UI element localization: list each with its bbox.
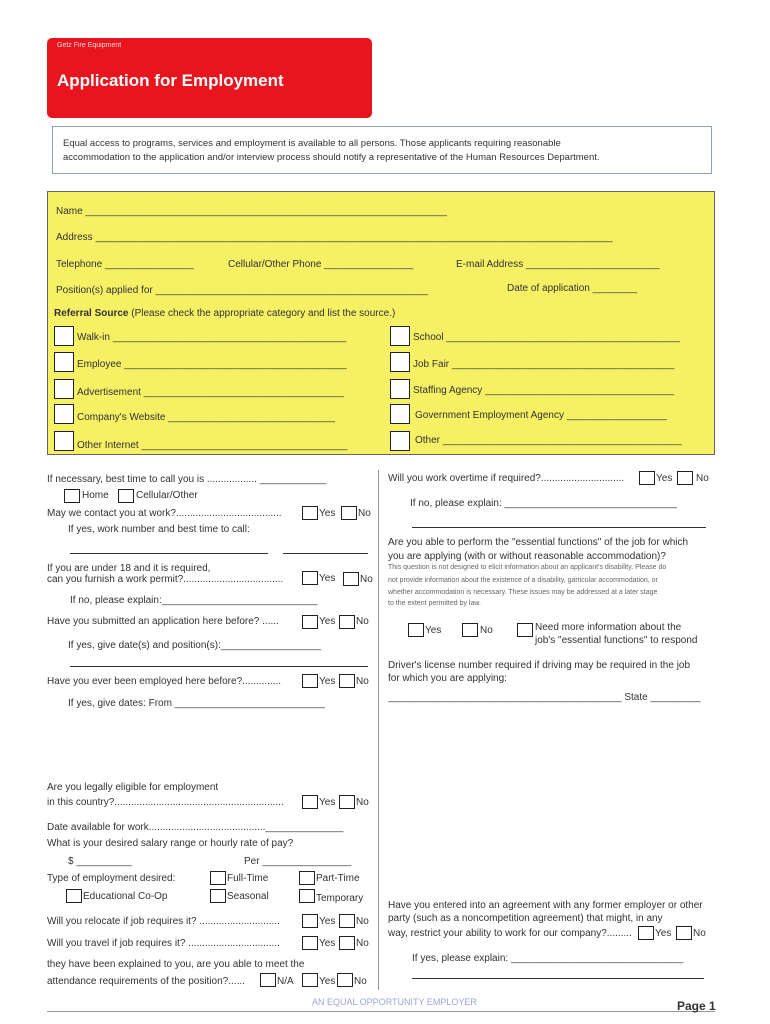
overtime-no-checkbox[interactable]: [677, 471, 693, 485]
attendance-yes-checkbox[interactable]: [302, 973, 318, 987]
work-number-line[interactable]: [70, 553, 268, 554]
license-question-line-1: Driver's license number required if driving may be required in the job: [388, 660, 691, 671]
submitted-before-question: Have you submitted an application here before? ......: [47, 616, 279, 627]
referral-instruction: (Please check the appropriate category and list the source.): [131, 308, 396, 319]
agreement-explain-line[interactable]: [412, 978, 704, 979]
applicant-info-section: [47, 191, 715, 455]
eligible-question-line-1: Are you legally eligible for employment: [47, 782, 219, 793]
work-permit-no-label: No: [360, 574, 373, 585]
essential-no-label: No: [480, 625, 493, 636]
work-permit-yes-label: Yes: [319, 573, 336, 584]
address-field[interactable]: Address _____________________________________________________________________________________________: [56, 232, 613, 243]
submitted-no-label: No: [356, 616, 369, 627]
referral-heading: Referral Source: [54, 308, 129, 319]
attendance-question-line-2: attendance requirements of the position?......: [47, 976, 245, 987]
date-of-application-field[interactable]: Date of application ________: [507, 283, 638, 294]
work-permit-no-checkbox[interactable]: [343, 572, 359, 586]
relocate-question: Will you relocate if job requires it? .............................: [47, 916, 280, 927]
eligible-question-line-2: in this country?.............................................................: [47, 797, 284, 808]
overtime-explain[interactable]: If no, please explain: _______________________________: [410, 498, 677, 509]
under-18-question-line-1: If you are under 18 and it is required,: [47, 563, 211, 574]
position-field[interactable]: Position(s) applied for _________________________________________________: [56, 285, 429, 296]
other-internet-checkbox[interactable]: [54, 431, 74, 451]
notice-line-2: accommodation to the application and/or interview process should notify a representative of the Human Resources Department.: [63, 152, 600, 163]
contact-work-no-checkbox[interactable]: [341, 506, 357, 520]
travel-yes-label: Yes: [319, 938, 336, 949]
submitted-no-checkbox[interactable]: [339, 615, 355, 629]
equal-opportunity-footer: AN EQUAL OPPORTUNITY EMPLOYER: [312, 997, 477, 1007]
disclaimer-line-1: This question is not designed to elicit information about an applicant's disability. Please do: [388, 564, 667, 571]
temporary-checkbox[interactable]: [299, 889, 315, 903]
employed-yes-label: Yes: [319, 676, 336, 687]
disclaimer-line-4: to the extent permitted by law.: [388, 600, 481, 607]
essential-functions-line-1: Are you able to perform the "essential functions" of the job for which: [388, 537, 689, 548]
salary-amount-field[interactable]: $ __________: [68, 856, 132, 867]
employed-no-label: No: [356, 676, 369, 687]
work-permit-yes-checkbox[interactable]: [302, 571, 318, 585]
license-number-field[interactable]: __________________________________________ State _________: [388, 692, 701, 703]
essential-more-info-checkbox[interactable]: [517, 623, 533, 637]
agreement-no-label: No: [693, 928, 706, 939]
employed-dates[interactable]: If yes, give dates: From ___________________________: [68, 698, 325, 709]
agreement-question-line-2: party (such as a noncompetition agreement) that might, in any: [388, 913, 663, 924]
cellular-field[interactable]: Cellular/Other Phone ________________: [228, 259, 414, 270]
contact-work-yes-label: Yes: [319, 508, 336, 519]
overtime-no-label: No: [696, 473, 709, 484]
attendance-na-label: N/A: [277, 976, 294, 987]
page-number: Page 1: [677, 999, 716, 1013]
advertisement-checkbox[interactable]: [54, 379, 74, 399]
work-permit-explain[interactable]: If no, please explain:____________________________: [70, 595, 318, 606]
overtime-yes-label: Yes: [656, 473, 673, 484]
relocate-yes-checkbox[interactable]: [302, 914, 318, 928]
disclaimer-line-2: not provide information about the existence of a disability, garticular accommodation, or: [388, 577, 658, 584]
employee-checkbox[interactable]: [54, 352, 74, 372]
employee-label: Employee ________________________________________: [77, 359, 347, 370]
part-time-label: Part-Time: [316, 873, 360, 884]
essential-functions-line-2: you are applying (with or without reasonable accommodation)?: [388, 551, 666, 562]
column-divider: [378, 470, 379, 990]
more-info-line-1: Need more information about the: [535, 622, 682, 633]
email-field[interactable]: E-mail Address ________________________: [456, 259, 660, 270]
full-time-checkbox[interactable]: [210, 871, 226, 885]
overtime-question: Will you work overtime if required?..............................: [388, 473, 625, 484]
government-agency-label: Government Employment Agency __________________: [415, 410, 667, 421]
equal-access-notice: [52, 126, 712, 174]
relocate-no-checkbox[interactable]: [339, 914, 355, 928]
walk-in-label: Walk-in __________________________________________: [77, 332, 347, 343]
salary-per-field[interactable]: Per ________________: [244, 856, 352, 867]
other-checkbox[interactable]: [390, 431, 410, 451]
contact-work-no-label: No: [358, 508, 371, 519]
form-header: [47, 38, 372, 118]
school-label: School __________________________________________: [413, 332, 680, 343]
coop-label: Educational Co-Op: [83, 891, 168, 902]
other-internet-label: Other Internet _____________________________________: [77, 440, 348, 451]
employed-before-question: Have you ever been employed here before?..............: [47, 676, 282, 687]
submitted-yes-checkbox[interactable]: [302, 615, 318, 629]
attendance-na-checkbox[interactable]: [260, 973, 276, 987]
eligible-no-checkbox[interactable]: [339, 795, 355, 809]
eligible-yes-checkbox[interactable]: [302, 795, 318, 809]
travel-no-checkbox[interactable]: [339, 936, 355, 950]
submitted-yes-label: Yes: [319, 616, 336, 627]
under-18-question-line-2: can you furnish a work permit?....................................: [47, 574, 284, 585]
temporary-label: Temporary: [316, 893, 364, 904]
attendance-question-line-1: they have been explained to you, are you able to meet the: [47, 959, 305, 970]
eligible-yes-label: Yes: [319, 797, 336, 808]
more-info-line-2: job's "essential functions" to respond: [535, 635, 698, 646]
school-checkbox[interactable]: [390, 326, 410, 346]
footer-rule: [47, 1011, 715, 1012]
employed-yes-checkbox[interactable]: [302, 674, 318, 688]
submitted-dates-positions[interactable]: If yes, give date(s) and position(s):__________________: [68, 640, 321, 651]
name-field[interactable]: Name _________________________________________________________________: [56, 206, 447, 217]
staffing-agency-label: Staffing Agency __________________________________: [413, 385, 675, 396]
travel-no-label: No: [356, 938, 369, 949]
agreement-question-line-1: Have you entered into an agreement with any former employer or other: [388, 900, 703, 911]
cellular-other-checkbox[interactable]: [118, 489, 134, 503]
coop-checkbox[interactable]: [66, 889, 82, 903]
best-time-line[interactable]: [283, 553, 368, 554]
overtime-yes-checkbox[interactable]: [639, 471, 655, 485]
agreement-yes-label: Yes: [655, 928, 672, 939]
agreement-no-checkbox[interactable]: [676, 926, 692, 940]
other-label: Other ___________________________________________: [415, 435, 682, 446]
full-time-label: Full-Time: [227, 873, 269, 884]
cellular-other-label: Cellular/Other: [136, 490, 198, 501]
advertisement-label: Advertisement ____________________________________: [77, 387, 344, 398]
date-available-field[interactable]: Date available for work..........................................______________: [47, 822, 344, 833]
relocate-no-label: No: [356, 916, 369, 927]
job-fair-checkbox[interactable]: [390, 352, 410, 372]
form-title: Application for Employment: [57, 71, 284, 90]
license-question-line-2: for which you are applying:: [388, 673, 507, 684]
seasonal-label: Seasonal: [227, 891, 269, 902]
travel-question: Will you travel if job requires it? .................................: [47, 938, 280, 949]
eligible-no-label: No: [356, 797, 369, 808]
disclaimer-line-3: whether accommodation is necessary. These issues may be addressed at a later stage: [388, 589, 658, 596]
salary-question: What is your desired salary range or hourly rate of pay?: [47, 838, 294, 849]
travel-yes-checkbox[interactable]: [302, 936, 318, 950]
essential-no-checkbox[interactable]: [462, 623, 478, 637]
staffing-agency-checkbox[interactable]: [390, 379, 410, 399]
attendance-no-checkbox[interactable]: [337, 973, 353, 987]
agreement-explain[interactable]: If yes, please explain: _______________________________: [412, 953, 684, 964]
relocate-yes-label: Yes: [319, 916, 336, 927]
home-label: Home: [82, 490, 109, 501]
job-fair-label: Job Fair ________________________________________: [413, 359, 675, 370]
telephone-field[interactable]: Telephone ________________: [56, 259, 194, 270]
agreement-question-line-3: way, restrict your ability to work for our company?.........: [388, 928, 632, 939]
employment-type-label: Type of employment desired:: [47, 873, 176, 884]
employed-no-checkbox[interactable]: [339, 674, 355, 688]
notice-line-1: Equal access to programs, services and employment is available to all persons. Those applicants requiring reasonable: [63, 138, 561, 149]
contact-work-yes-checkbox[interactable]: [302, 506, 318, 520]
government-agency-checkbox[interactable]: [390, 404, 410, 424]
essential-yes-checkbox[interactable]: [408, 623, 424, 637]
referral-header: [54, 308, 395, 319]
contact-at-work-question: May we contact you at work?......................................: [47, 508, 282, 519]
attendance-yes-label: Yes: [319, 976, 336, 987]
submitted-details-line[interactable]: [70, 666, 368, 667]
company-website-checkbox[interactable]: [54, 404, 74, 424]
seasonal-checkbox[interactable]: [210, 889, 226, 903]
company-website-label: Company's Website ______________________________: [77, 412, 336, 423]
company-name: Getz Fire Equipment: [57, 42, 122, 49]
walk-in-checkbox[interactable]: [54, 326, 74, 346]
work-number-prompt: If yes, work number and best time to call:: [68, 524, 250, 535]
part-time-checkbox[interactable]: [299, 871, 315, 885]
attendance-no-label: No: [354, 976, 367, 987]
home-checkbox[interactable]: [64, 489, 80, 503]
best-time-to-call[interactable]: If necessary, best time to call you is .................. ____________: [47, 474, 327, 485]
overtime-explain-line[interactable]: [412, 527, 706, 528]
agreement-yes-checkbox[interactable]: [638, 926, 654, 940]
essential-yes-label: Yes: [425, 625, 442, 636]
